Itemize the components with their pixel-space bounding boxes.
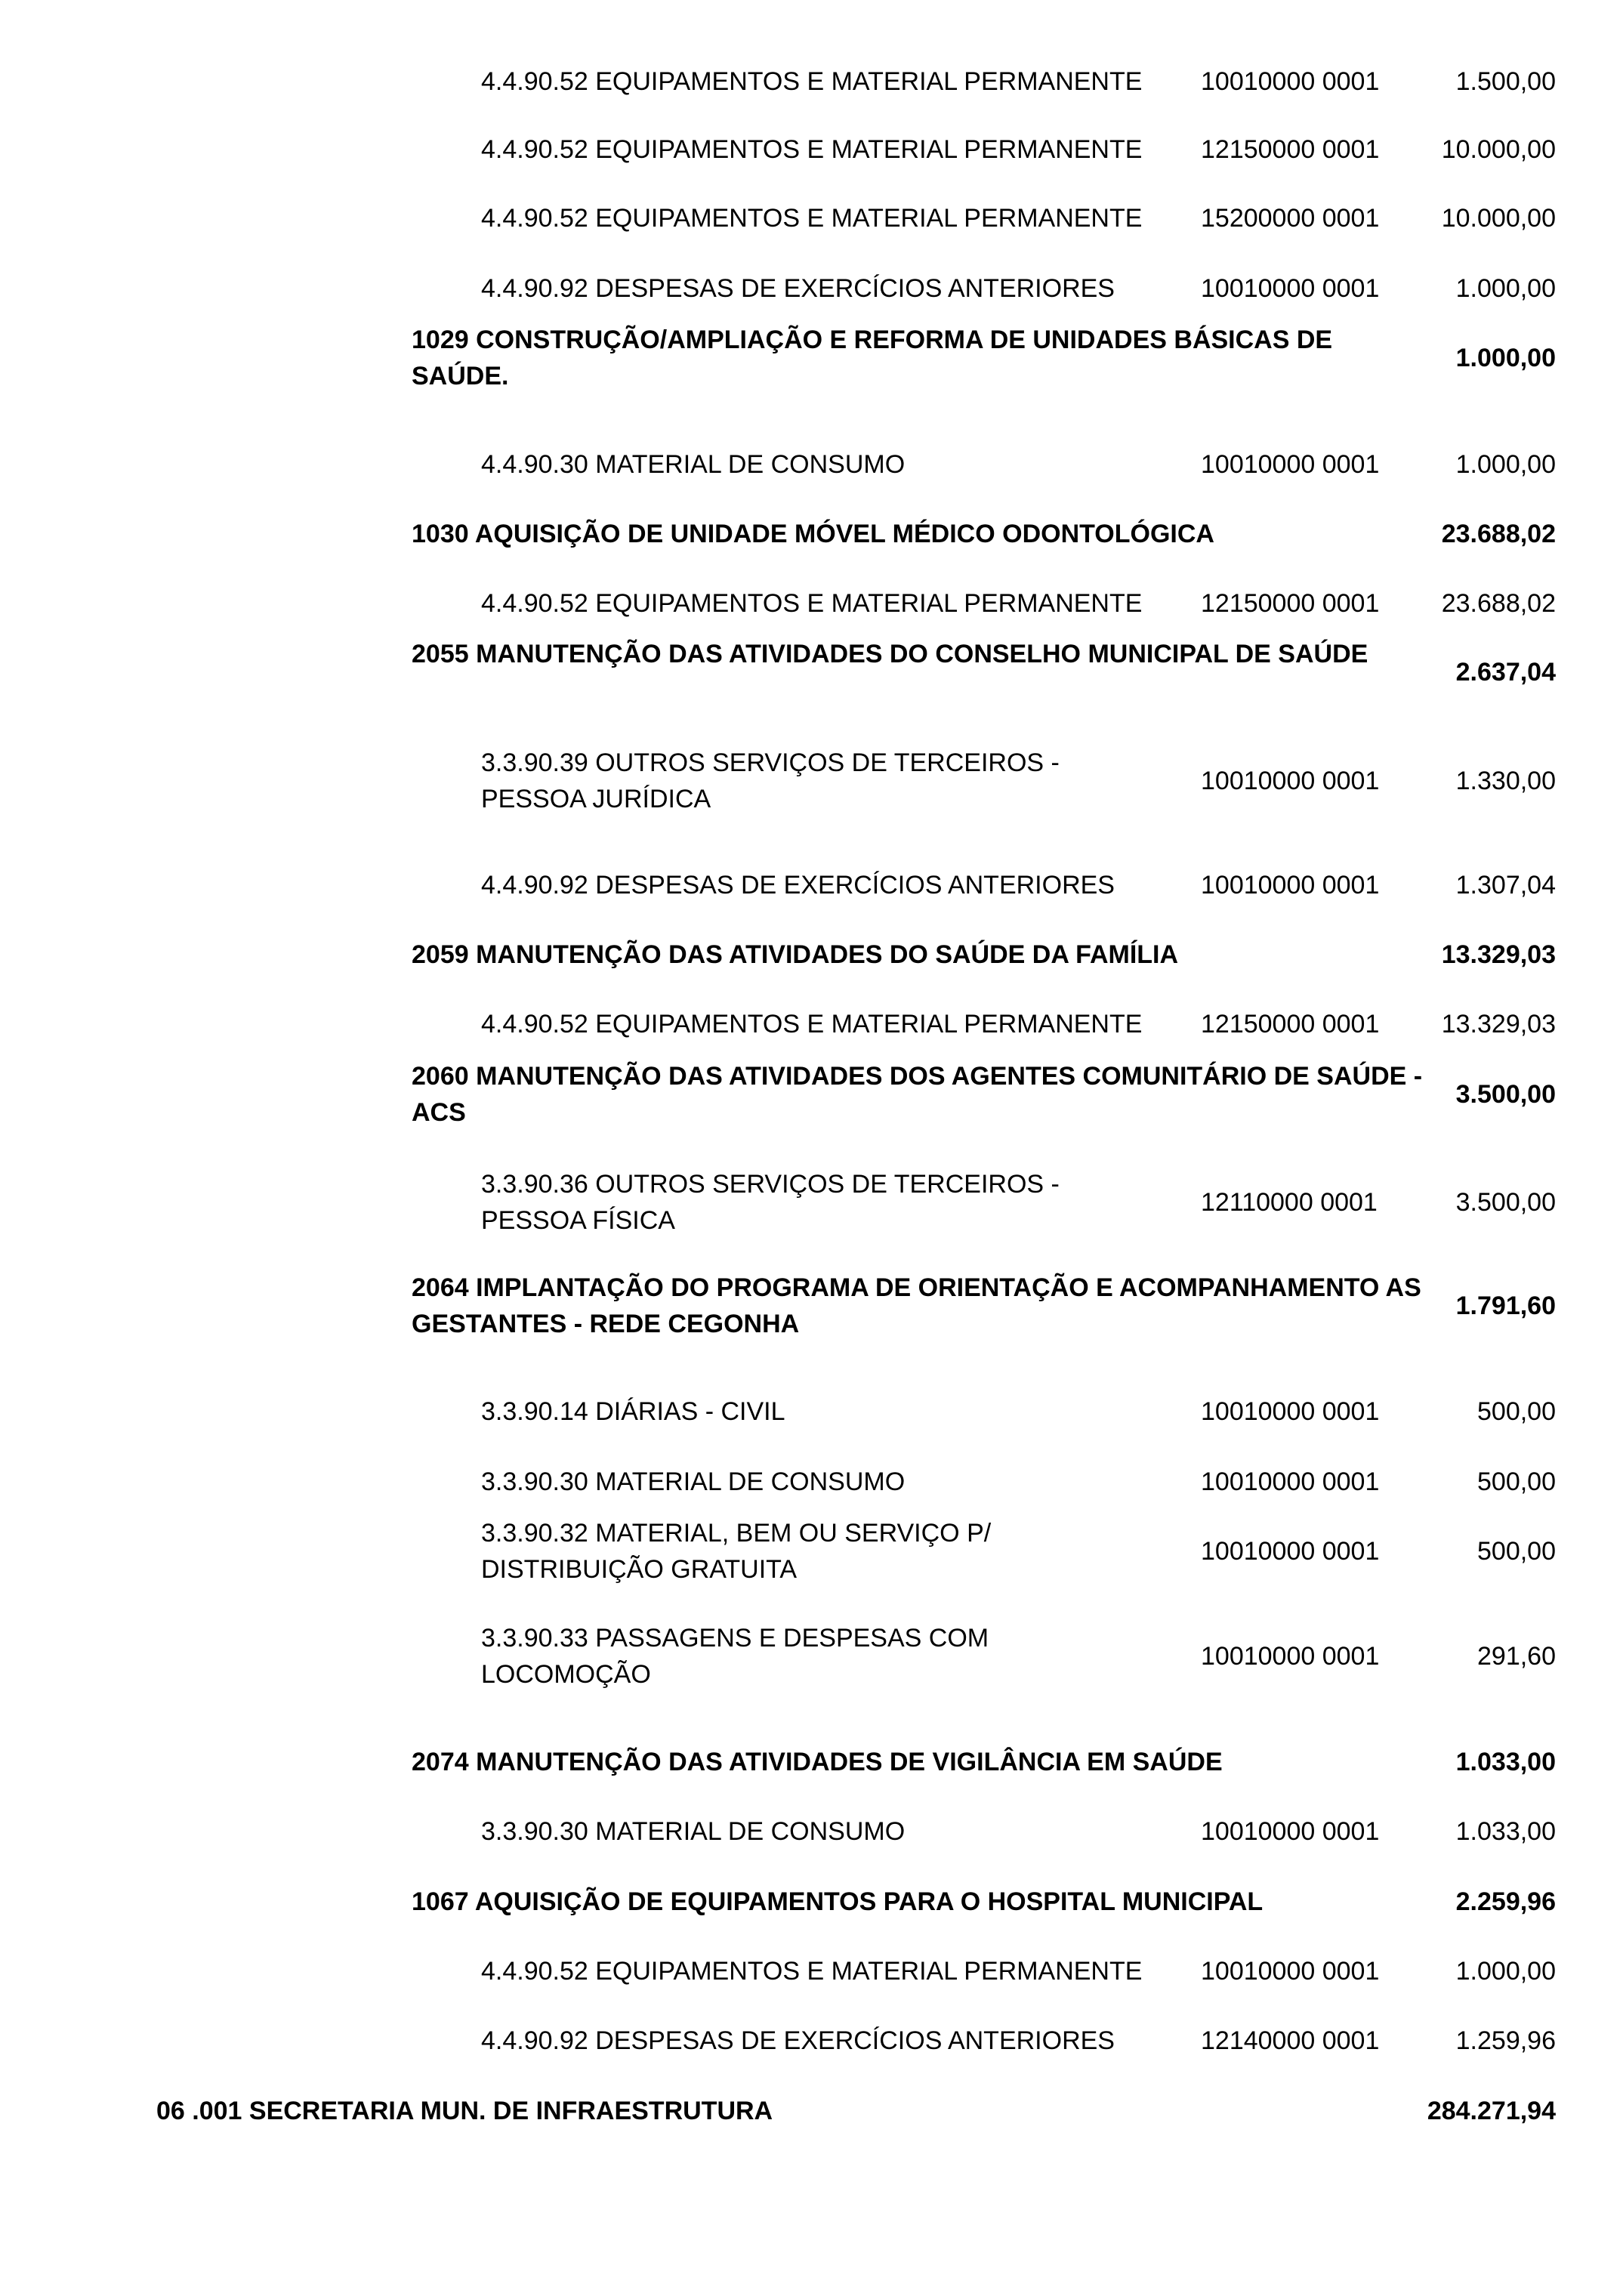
row-amount: 23.688,02 xyxy=(1441,589,1556,618)
row-amount: 500,00 xyxy=(1477,1537,1556,1566)
row-description: 3.3.90.36 OUTROS SERVIÇOS DE TERCEIROS - PESSOA FÍSICA xyxy=(481,1170,1060,1235)
row-amount: 500,00 xyxy=(1477,1397,1556,1426)
expense-item-row xyxy=(0,131,1623,168)
row-source-code: 12150000 0001 xyxy=(1201,1010,1380,1038)
row-description: 4.4.90.52 EQUIPAMENTOS E MATERIAL PERMANENTE xyxy=(481,589,1143,618)
row-amount: 23.688,02 xyxy=(1441,520,1556,548)
row-description: 4.4.90.52 EQUIPAMENTOS E MATERIAL PERMANENTE xyxy=(481,67,1143,96)
expense-item-row xyxy=(0,745,1623,817)
row-source-code: 12150000 0001 xyxy=(1201,589,1380,618)
row-description: 4.4.90.92 DESPESAS DE EXERCÍCIOS ANTERIORES xyxy=(481,274,1115,303)
row-source-code: 10010000 0001 xyxy=(1201,871,1380,900)
expense-item-row xyxy=(0,1006,1623,1042)
expense-item-row xyxy=(0,1393,1623,1430)
action-row xyxy=(0,1058,1623,1131)
row-amount: 1.033,00 xyxy=(1455,1817,1556,1846)
row-description: 4.4.90.52 EQUIPAMENTOS E MATERIAL PERMANENTE xyxy=(481,204,1143,233)
row-description: 3.3.90.39 OUTROS SERVIÇOS DE TERCEIROS - PESSOA JURÍDICA xyxy=(481,748,1060,813)
row-description: 2055 MANUTENÇÃO DAS ATIVIDADES DO CONSELHO MUNICIPAL DE SAÚDE xyxy=(412,640,1368,668)
expense-item-row xyxy=(0,1620,1623,1693)
expense-item-row xyxy=(0,270,1623,307)
row-description: 3.3.90.33 PASSAGENS E DESPESAS COM LOCOMOÇÃO xyxy=(481,1624,989,1689)
row-amount: 3.500,00 xyxy=(1455,1188,1556,1217)
row-description: 1067 AQUISIÇÃO DE EQUIPAMENTOS PARA O HOSPITAL MUNICIPAL xyxy=(412,1887,1264,1916)
row-source-code: 10010000 0001 xyxy=(1201,450,1380,479)
row-amount: 291,60 xyxy=(1477,1642,1556,1671)
expense-item-row xyxy=(0,867,1623,903)
expense-item-row xyxy=(0,1515,1623,1588)
row-source-code: 10010000 0001 xyxy=(1201,1537,1380,1566)
expense-item-row xyxy=(0,1953,1623,1989)
row-amount: 1.791,60 xyxy=(1455,1292,1556,1320)
row-description: 3.3.90.30 MATERIAL DE CONSUMO xyxy=(481,1817,906,1846)
row-source-code: 10010000 0001 xyxy=(1201,67,1380,96)
row-description: 2074 MANUTENÇÃO DAS ATIVIDADES DE VIGILÂNCIA EM SAÚDE xyxy=(412,1748,1223,1776)
row-description: 4.4.90.52 EQUIPAMENTOS E MATERIAL PERMANENTE xyxy=(481,1010,1143,1038)
row-amount: 1.033,00 xyxy=(1455,1748,1556,1776)
expense-item-row xyxy=(0,200,1623,236)
row-amount: 3.500,00 xyxy=(1455,1080,1556,1109)
expense-item-row xyxy=(0,1464,1623,1500)
row-source-code: 10010000 0001 xyxy=(1201,1817,1380,1846)
row-source-code: 12150000 0001 xyxy=(1201,135,1380,164)
row-description: 4.4.90.92 DESPESAS DE EXERCÍCIOS ANTERIORES xyxy=(481,871,1115,900)
row-amount: 1.000,00 xyxy=(1455,344,1556,372)
row-source-code: 10010000 0001 xyxy=(1201,1397,1380,1426)
row-description: 3.3.90.14 DIÁRIAS - CIVIL xyxy=(481,1397,785,1426)
action-row xyxy=(0,322,1623,394)
row-description: 1030 AQUISIÇÃO DE UNIDADE MÓVEL MÉDICO ODONTOLÓGICA xyxy=(412,520,1214,548)
action-row xyxy=(0,1270,1623,1342)
row-description: 3.3.90.30 MATERIAL DE CONSUMO xyxy=(481,1467,906,1496)
row-description: 06 .001 SECRETARIA MUN. DE INFRAESTRUTURA xyxy=(156,2097,773,2125)
row-amount: 13.329,03 xyxy=(1441,940,1556,969)
row-source-code: 10010000 0001 xyxy=(1201,1957,1380,1986)
row-source-code: 10010000 0001 xyxy=(1201,274,1380,303)
row-source-code: 10010000 0001 xyxy=(1201,767,1380,795)
action-row xyxy=(0,1884,1623,1920)
row-description: 4.4.90.92 DESPESAS DE EXERCÍCIOS ANTERIORES xyxy=(481,2026,1115,2055)
row-amount: 1.000,00 xyxy=(1455,274,1556,303)
row-amount: 10.000,00 xyxy=(1441,204,1556,233)
row-amount: 1.307,04 xyxy=(1455,871,1556,900)
row-description: 2064 IMPLANTAÇÃO DO PROGRAMA DE ORIENTAÇÃO E ACOMPANHAMENTO AS GESTANTES - REDE CEGONHA xyxy=(412,1273,1421,1338)
row-amount: 10.000,00 xyxy=(1441,135,1556,164)
row-description: 4.4.90.30 MATERIAL DE CONSUMO xyxy=(481,450,906,479)
row-source-code: 12110000 0001 xyxy=(1201,1188,1378,1217)
row-amount: 1.500,00 xyxy=(1455,67,1556,96)
row-description: 3.3.90.32 MATERIAL, BEM OU SERVIÇO P/ DISTRIBUIÇÃO GRATUITA xyxy=(481,1519,992,1584)
row-description: 2059 MANUTENÇÃO DAS ATIVIDADES DO SAÚDE DA FAMÍLIA xyxy=(412,940,1179,969)
expense-item-row xyxy=(0,585,1623,622)
action-row xyxy=(0,937,1623,973)
row-amount: 1.000,00 xyxy=(1455,450,1556,479)
row-amount: 284.271,94 xyxy=(1427,2097,1556,2125)
row-amount: 1.259,96 xyxy=(1455,2026,1556,2055)
action-row xyxy=(0,636,1623,708)
action-row xyxy=(0,516,1623,552)
expense-item-row xyxy=(0,63,1623,100)
expense-item-row xyxy=(0,1166,1623,1239)
action-row xyxy=(0,1744,1623,1780)
expense-item-row xyxy=(0,1813,1623,1850)
row-description: 4.4.90.52 EQUIPAMENTOS E MATERIAL PERMANENTE xyxy=(481,1957,1143,1986)
row-source-code: 12140000 0001 xyxy=(1201,2026,1380,2055)
row-amount: 1.000,00 xyxy=(1455,1957,1556,1986)
expense-item-row xyxy=(0,2023,1623,2059)
secretaria-row xyxy=(0,2093,1623,2129)
expense-item-row xyxy=(0,446,1623,483)
row-source-code: 10010000 0001 xyxy=(1201,1642,1380,1671)
row-amount: 2.259,96 xyxy=(1455,1887,1556,1916)
row-amount: 2.637,04 xyxy=(1455,658,1556,687)
row-description: 4.4.90.52 EQUIPAMENTOS E MATERIAL PERMANENTE xyxy=(481,135,1143,164)
row-amount: 1.330,00 xyxy=(1455,767,1556,795)
row-source-code: 15200000 0001 xyxy=(1201,204,1380,233)
row-amount: 13.329,03 xyxy=(1441,1010,1556,1038)
row-amount: 500,00 xyxy=(1477,1467,1556,1496)
row-source-code: 10010000 0001 xyxy=(1201,1467,1380,1496)
row-description: 1029 CONSTRUÇÃO/AMPLIAÇÃO E REFORMA DE UNIDADES BÁSICAS DE SAÚDE. xyxy=(412,326,1333,390)
row-description: 2060 MANUTENÇÃO DAS ATIVIDADES DOS AGENTES COMUNITÁRIO DE SAÚDE - ACS xyxy=(412,1062,1423,1127)
